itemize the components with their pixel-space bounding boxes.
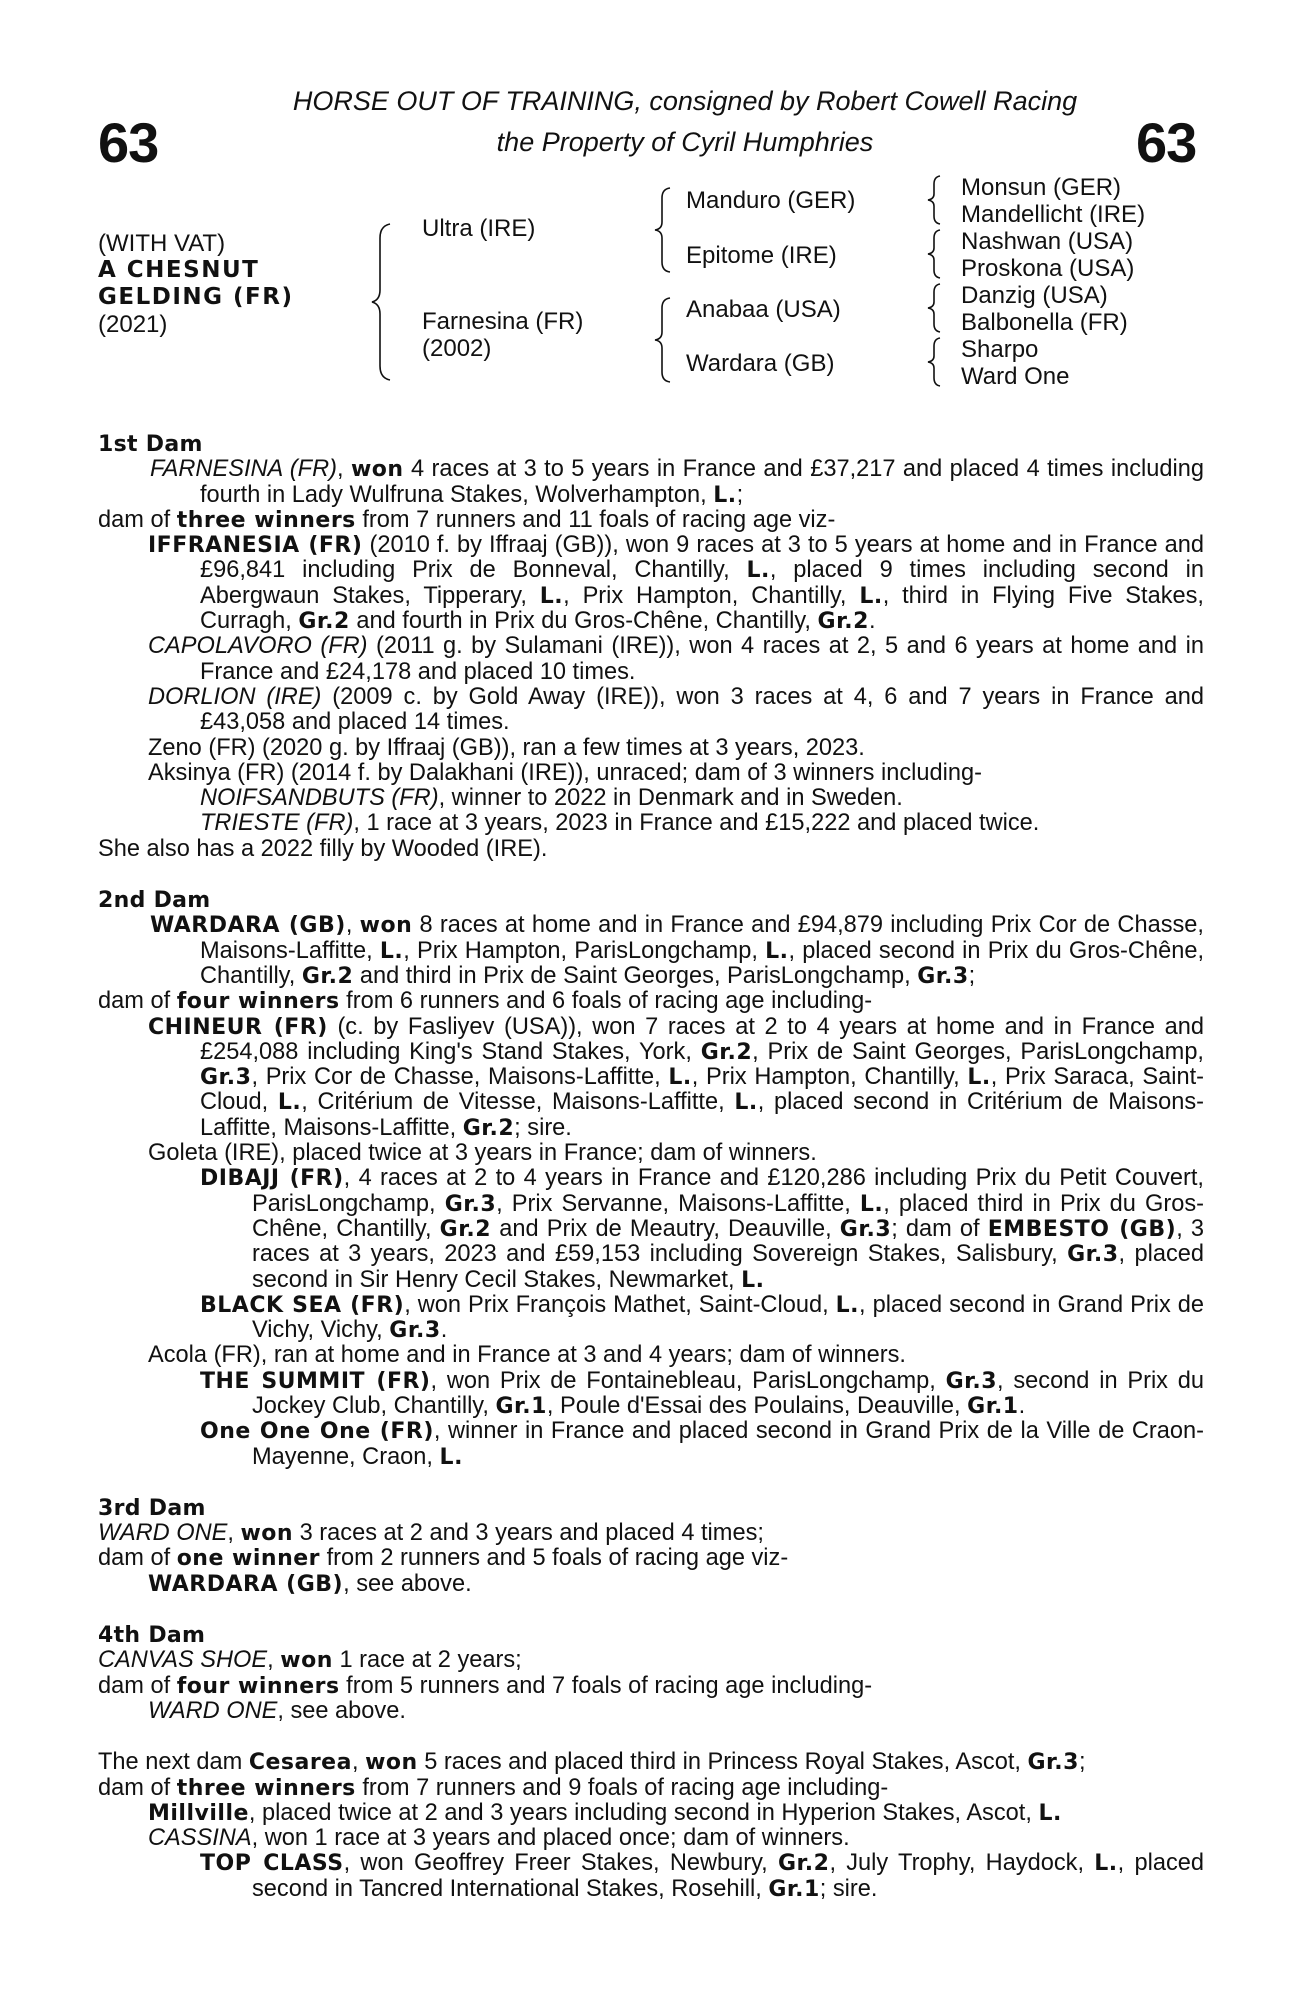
group-label: Gr.2: [778, 1851, 830, 1877]
subject-horse: [98, 230, 293, 338]
group-label: Gr.3: [200, 1065, 252, 1091]
gen3-dam-sire: Anabaa (USA): [686, 296, 841, 323]
offspring-ward-one: [98, 1699, 1204, 1724]
second-dam-heading: 2nd Dam: [98, 888, 211, 914]
fourth-dam-produce-summary: [98, 1674, 1204, 1699]
horse-name: IFFRANESIA (FR): [148, 533, 363, 559]
grand-offspring-dibajj: [98, 1166, 1204, 1292]
text: ; sire.: [514, 1114, 572, 1141]
horse-name: EMBESTO (GB): [987, 1216, 1177, 1242]
first-dam-heading: 1st Dam: [98, 432, 203, 457]
grand-offspring-top-class: [98, 1851, 1204, 1902]
subject-year: (2021): [98, 311, 168, 338]
text: from 6 runners and 6 foals of racing age including-: [339, 988, 873, 1015]
text: and Prix de Meautry, Deauville,: [491, 1215, 840, 1242]
text: , placed second in Sir Henry Cecil Stakes, Newmarket,: [252, 1241, 1204, 1293]
text: 3 races at 2 and 3 years and placed 4 times;: [293, 1520, 764, 1547]
text: , Critérium de Vitesse, Maisons-Laffitte,: [301, 1089, 735, 1116]
text: , winner to 2022 in Denmark and in Sweden.: [438, 785, 903, 812]
grand-offspring-the-summit: [98, 1369, 1204, 1420]
punct: .: [868, 608, 876, 635]
group-label: Gr.3: [1067, 1242, 1119, 1268]
horse-name: THE SUMMIT (FR): [200, 1368, 431, 1394]
gen4-brace-2: [926, 228, 942, 280]
consignment-line: HORSE OUT OF TRAINING, consigned by Robert Cowell Racing: [292, 86, 1078, 116]
offspring-chineur: [98, 1015, 1204, 1141]
text: , 4 races at 2 to 4 years in France and £120,286 including Prix du Petit Couvert, ParisLongchamp,: [252, 1165, 1204, 1217]
listed-label: L.: [746, 558, 770, 584]
text: and fourth in Prix du Gros-Chêne, Chantilly,: [349, 608, 818, 635]
group-label: Gr.2: [462, 1115, 515, 1141]
text: , placed twice at 2 and 3 years including second in Hyperion Stakes, Ascot,: [248, 1799, 1039, 1826]
offspring-millville: [98, 1801, 1204, 1826]
third-dam-heading: 3rd Dam: [98, 1495, 206, 1521]
first-dam-produce-summary: [98, 508, 1204, 533]
text: , July Trophy, Haydock,: [829, 1850, 1095, 1877]
gen4-horse: Balbonella (FR): [961, 309, 1128, 336]
text: , Prix Hampton, Chantilly,: [691, 1064, 968, 1091]
punct: ,: [227, 1520, 241, 1547]
punct: .: [1018, 1392, 1026, 1419]
listed-label: L.: [835, 1292, 860, 1318]
gen4-list: [961, 174, 1145, 390]
text: , Prix de Saint Georges, ParisLongchamp,: [752, 1038, 1204, 1065]
text: , placed second in Grand Prix de Vichy, Vichy,: [252, 1291, 1204, 1344]
text: , 1 race at 3 years, 2023 in France and £15,222 and placed twice.: [353, 810, 1040, 837]
first-dam-also: She also has a 2022 filly by Wooded (IRE).: [98, 835, 548, 862]
horse-name: DORLION (IRE): [148, 683, 322, 710]
text: , 3 races at 3 years, 2023 and £59,153 including Sovereign Stakes, Salisbury,: [252, 1215, 1204, 1268]
catalogue-body: [98, 432, 1204, 1902]
text: from 2 runners and 5 foals of racing age viz-: [320, 1545, 789, 1572]
dam-year: (2002): [422, 335, 492, 362]
won-label: won: [350, 457, 404, 483]
text: dam of: [98, 988, 177, 1015]
offspring-iffranesia: [98, 533, 1204, 634]
fourth-dam-heading: 4th Dam: [98, 1623, 206, 1649]
listed-label: L.: [713, 482, 737, 508]
text: , Poule d'Essai des Poulains, Deauville,: [546, 1392, 968, 1419]
horse-name: TOP CLASS: [200, 1851, 344, 1877]
text: , won Geoffrey Freer Stakes, Newbury,: [343, 1850, 778, 1877]
group-label: Gr.1: [495, 1393, 547, 1419]
next-dam-produce-summary: [98, 1776, 1204, 1801]
grand-offspring-one-one-one: [98, 1419, 1204, 1470]
sire-dam-brace: [370, 222, 392, 382]
text: (c. by Fasliyev (USA)), won 7 races at 2 to 4 years at home and in France and £254,088 including King's Stand Stakes, York,: [200, 1013, 1204, 1065]
offspring-wardara: [98, 1572, 1204, 1597]
lot-number-left: 63: [98, 111, 159, 174]
listed-label: L.: [1094, 1851, 1118, 1877]
text: , Prix Hampton, Chantilly,: [563, 582, 860, 609]
horse-name: NOIFSANDBUTS (FR): [200, 785, 439, 812]
text: from 7 runners and 9 foals of racing age including-: [355, 1774, 889, 1801]
third-dam-record: [98, 1521, 1204, 1546]
third-dam-produce-summary: [98, 1546, 1204, 1571]
second-dam-record: WARDARA (GB), won 8 races at home and in France and £94,879 including Prix Cor de Chasse, Maisons-Laffitte, L., Prix Hampton, ParisLongchamp, L., placed second in Prix du Gros-Chêne, Chantilly, Gr.2 and third in Prix de Saint Georges, ParisLongchamp, Gr.3;: [150, 912, 1204, 989]
text: and third in Prix de Saint Georges, ParisLongchamp,: [353, 962, 918, 989]
won-label: won: [240, 1521, 294, 1547]
text: , placed second in Critérium de Maisons-Laffitte, Maisons-Laffitte,: [200, 1089, 1204, 1141]
horse-name: WARD ONE: [98, 1520, 228, 1547]
listed-label: L.: [859, 583, 883, 609]
text: ; sire.: [819, 1875, 878, 1902]
horse-name: CAPOLAVORO (FR): [148, 633, 368, 660]
horse-name: WARDARA (GB): [148, 1571, 344, 1597]
winners-count: three winners: [176, 1775, 356, 1801]
group-label: Gr.2: [439, 1216, 492, 1242]
gen3-sire-sire: Manduro (GER): [686, 187, 856, 214]
horse-name: One One One (FR): [200, 1419, 434, 1445]
winners-count: four winners: [176, 989, 340, 1015]
text: , second in Prix du Jockey Club, Chantilly,: [252, 1367, 1204, 1419]
text: ; dam of: [891, 1215, 988, 1242]
offspring-goleta: Goleta (IRE), placed twice at 3 years in France; dam of winners.: [148, 1140, 817, 1167]
listed-label: L.: [439, 1444, 463, 1470]
horse-name: CANVAS SHOE: [98, 1647, 268, 1674]
listed-label: L.: [1038, 1800, 1062, 1826]
horse-name: WARD ONE: [148, 1697, 278, 1724]
first-dam-record: FARNESINA (FR), won 4 races at 3 to 5 years in France and £37,217 and placed 4 times including fourth in Lady Wulfruna Stakes, Wolverhampton, L.;: [150, 456, 1204, 508]
grand-offspring-black-sea: [98, 1293, 1204, 1344]
winners-count: three winners: [176, 507, 356, 533]
text: , won 1 race at 3 years and placed once; dam of winners.: [251, 1825, 850, 1852]
text: , Prix Cor de Chasse, Maisons-Laffitte,: [251, 1064, 669, 1091]
gen4-horse: Nashwan (USA): [961, 228, 1134, 255]
vat-note: (WITH VAT): [98, 230, 226, 257]
group-label: Gr.2: [301, 963, 354, 989]
offspring-aksinya: Aksinya (FR) (2014 f. by Dalakhani (IRE)), unraced; dam of 3 winners including-: [148, 759, 982, 786]
grand-offspring-trieste: [98, 811, 1204, 836]
text: , placed 9 times including second in Abergwaun Stakes, Tipperary,: [200, 557, 1204, 609]
text: dam of: [98, 1545, 177, 1572]
punct: .: [440, 1317, 448, 1344]
subject-description-line1: A CHESNUT: [98, 257, 260, 283]
text: , won Prix de Fontainebleau, ParisLongchamp,: [430, 1367, 946, 1394]
gen4-horse: Monsun (GER): [961, 174, 1122, 201]
winners-count: one winner: [176, 1546, 321, 1572]
group-label: Gr.3: [1027, 1750, 1079, 1776]
listed-label: L.: [765, 938, 789, 964]
won-label: won: [365, 1750, 418, 1776]
winners-count: four winners: [176, 1673, 340, 1699]
text: The next dam: [98, 1749, 249, 1776]
text: , Prix Hampton, ParisLongchamp,: [403, 937, 766, 964]
horse-name: Cesarea: [248, 1750, 352, 1776]
property-line: the Property of Cyril Humphries: [496, 127, 874, 157]
sire-line-brace: [652, 186, 672, 274]
listed-label: L.: [734, 1090, 758, 1116]
text: , won Prix François Mathet, Saint-Cloud,: [404, 1291, 836, 1318]
text: dam of: [98, 1774, 177, 1801]
punct: ;: [736, 481, 744, 508]
text: , placed third in Prix du Gros-Chêne, Chantilly,: [252, 1190, 1204, 1242]
listed-label: L.: [741, 1267, 765, 1293]
grand-offspring-noifsandbuts: [98, 786, 1204, 811]
gen3-dam-dam: Wardara (GB): [686, 350, 835, 377]
text: , Prix Saraca, Saint-Cloud,: [200, 1064, 1204, 1116]
dam-name: Farnesina (FR): [422, 308, 584, 335]
offspring-cassina: [98, 1826, 1204, 1851]
group-label: Gr.3: [444, 1191, 497, 1217]
offspring-capolavoro: [98, 634, 1204, 685]
text: dam of: [98, 506, 177, 533]
text: , Prix Servanne, Maisons-Laffitte,: [496, 1190, 860, 1217]
text: from 5 runners and 7 foals of racing age including-: [339, 1672, 873, 1699]
group-label: Gr.1: [967, 1393, 1019, 1419]
sire: Ultra (IRE): [422, 215, 536, 242]
text: (2011 g. by Sulamani (IRE)), won 4 races at 2, 5 and 6 years at home and in France and £24,178 and placed 10 times.: [200, 633, 1204, 685]
gen4-horse: Sharpo: [961, 336, 1039, 363]
listed-label: L.: [277, 1090, 302, 1116]
text: (2010 f. by Iffraaj (GB)), won 9 races at 3 to 5 years at home and in France and £96,841 including Prix de Bonneval, Chantilly,: [200, 532, 1204, 584]
text: , see above.: [343, 1570, 472, 1597]
punct: ;: [968, 962, 976, 989]
gen4-horse: Danzig (USA): [961, 282, 1108, 309]
horse-name: WARDARA (GB): [150, 913, 346, 939]
horse-name: FARNESINA (FR): [150, 456, 337, 483]
dam-line-brace: [652, 296, 672, 384]
horse-name: Millville: [148, 1800, 249, 1826]
group-label: Gr.3: [917, 963, 969, 989]
offspring-acola: Acola (FR), ran at home and in France at 3 and 4 years; dam of winners.: [148, 1342, 906, 1369]
horse-name: CHINEUR (FR): [148, 1014, 328, 1040]
lot-number-right: 63: [1136, 111, 1197, 174]
text: , placed second in Tancred International Stakes, Rosehill,: [252, 1850, 1204, 1902]
gen4-horse: Mandellicht (IRE): [961, 201, 1146, 228]
listed-label: L.: [859, 1191, 884, 1217]
group-label: Gr.2: [817, 609, 869, 635]
text: 8 races at home and in France and £94,879 including Prix Cor de Chasse, Maisons-Laffitte,: [200, 912, 1204, 964]
text: , third in Flying Five Stakes, Curragh,: [200, 582, 1204, 635]
text: from 7 runners and 11 foals of racing age viz-: [355, 506, 836, 533]
listed-label: L.: [668, 1065, 692, 1091]
gen3-sire-dam: Epitome (IRE): [686, 242, 837, 269]
punct: ,: [267, 1647, 281, 1674]
gen4-brace-4: [926, 336, 942, 388]
offspring-zeno: Zeno (FR) (2020 g. by Iffraaj (GB)), ran a few times at 3 years, 2023.: [148, 734, 865, 761]
text: , see above.: [277, 1697, 406, 1724]
text: 5 races and placed third in Princess Royal Stakes, Ascot,: [417, 1749, 1028, 1776]
group-label: Gr.2: [700, 1039, 753, 1065]
punct: ;: [1078, 1749, 1086, 1776]
text: 1 race at 2 years;: [332, 1647, 522, 1674]
horse-name: CASSINA: [148, 1825, 252, 1852]
next-dam-record: [98, 1750, 1204, 1775]
dam: [422, 308, 583, 362]
text: (2009 c. by Gold Away (IRE)), won 3 races at 4, 6 and 7 years in France and £43,058 and placed 14 times.: [200, 683, 1204, 736]
gen4-brace-1: [926, 174, 942, 226]
gen4-brace-3: [926, 282, 942, 334]
group-label: Gr.2: [298, 609, 350, 635]
won-label: won: [359, 913, 413, 939]
horse-name: BLACK SEA (FR): [200, 1292, 405, 1318]
listed-label: L.: [379, 938, 404, 964]
text: dam of: [98, 1672, 177, 1699]
listed-label: L.: [539, 583, 564, 609]
group-label: Gr.1: [768, 1876, 820, 1902]
gen4-horse: Ward One: [961, 363, 1070, 390]
record-text: 4 races at 3 to 5 years in France and £37,217 and placed 4 times including fourth in Lady Wulfruna Stakes, Wolverhampton,: [200, 456, 1204, 508]
second-dam-produce-summary: [98, 989, 1204, 1014]
punct: ,: [351, 1749, 366, 1776]
won-label: won: [280, 1648, 333, 1674]
text: , placed second in Prix du Gros-Chêne, Chantilly,: [200, 937, 1204, 989]
gen4-horse: Proskona (USA): [961, 255, 1135, 282]
offspring-dorlion: [98, 685, 1204, 736]
group-label: Gr.3: [389, 1318, 441, 1344]
text: , winner in France and placed second in Grand Prix de la Ville de Craon-Mayenne, Craon,: [252, 1418, 1204, 1470]
group-label: Gr.3: [839, 1216, 892, 1242]
horse-name: DIBAJJ (FR): [200, 1166, 344, 1192]
subject-description-line2: GELDING (FR): [98, 284, 294, 310]
group-label: Gr.3: [945, 1368, 998, 1394]
listed-label: L.: [967, 1065, 991, 1091]
horse-name: TRIESTE (FR): [200, 810, 354, 837]
fourth-dam-record: [98, 1648, 1204, 1673]
